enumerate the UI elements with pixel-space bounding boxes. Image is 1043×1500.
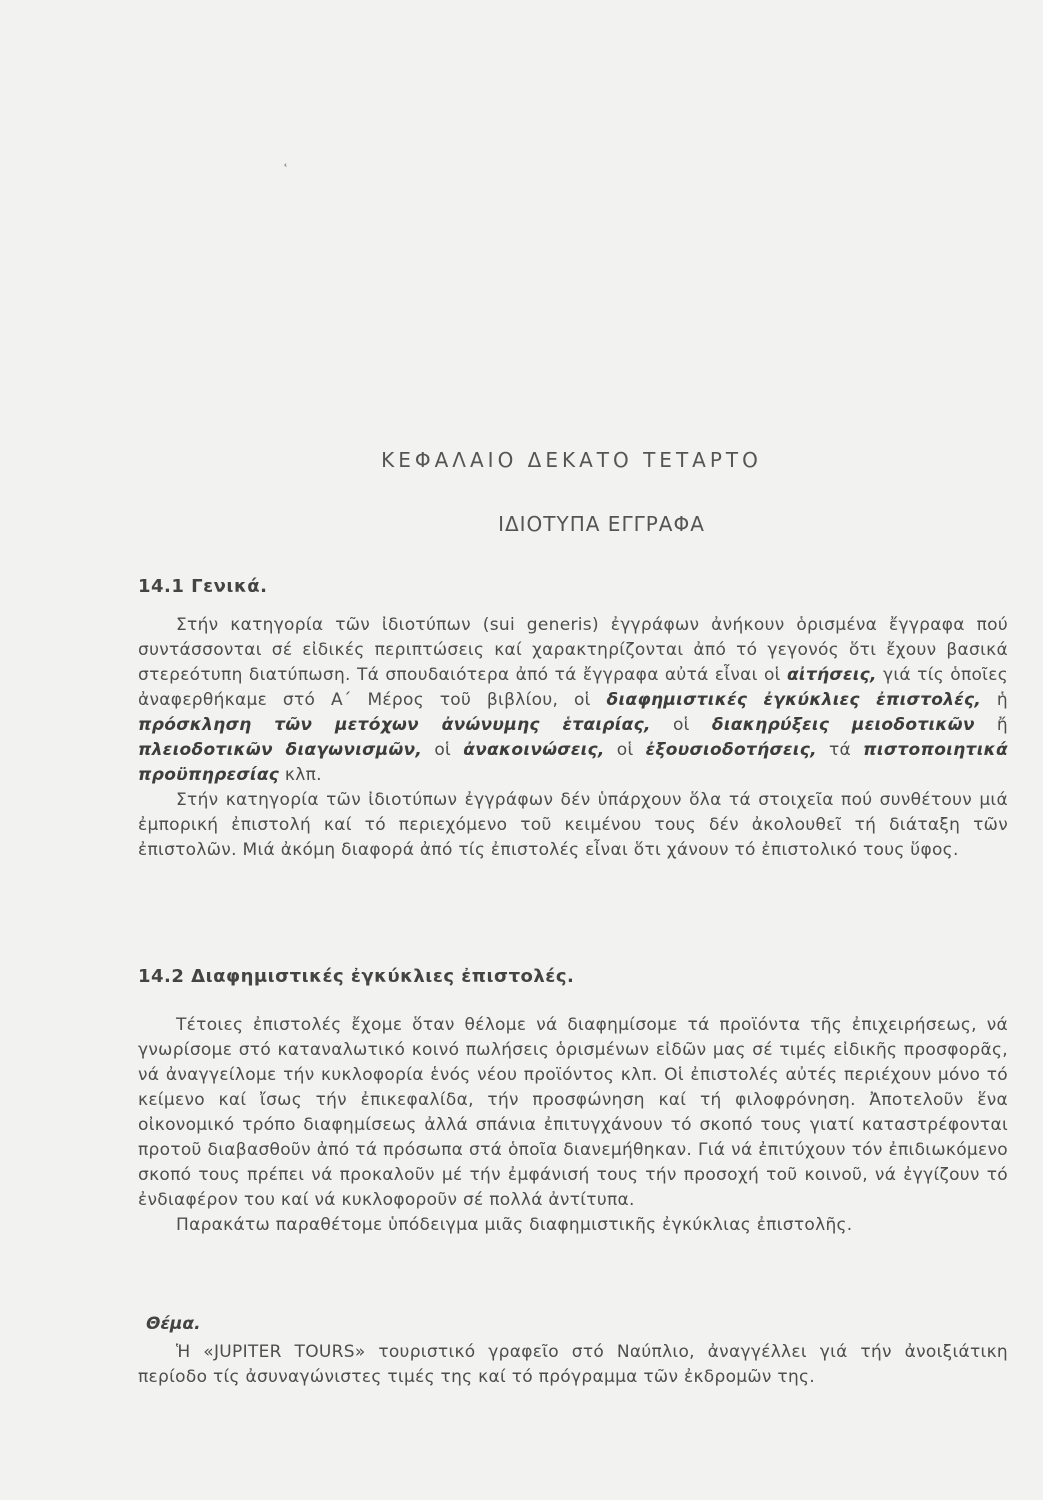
text-run: τά: [816, 740, 864, 760]
theme-label: Θέμα.: [146, 1314, 201, 1334]
paragraph: Παρακάτω παραθέτομε ὑπόδειγμα μιᾶς διαφημιστικῆς ἐγκύκλιας ἐπιστολῆς.: [176, 1215, 853, 1235]
text-run: ἤ: [974, 715, 1009, 735]
theme-body: [138, 1340, 1008, 1390]
section-heading-14-2: 14.2 Διαφημιστικές ἐγκύκλιες ἐπιστολές.: [138, 966, 575, 987]
chapter-title: ΙΔΙΟΤΥΠΑ ΕΓΓΡΑΦΑ: [498, 512, 705, 536]
emphasis-term: διακηρύξεις μειοδοτικῶν: [711, 715, 975, 735]
emphasis-term: πιστοποιητικά προϋπηρεσίας: [138, 740, 1008, 785]
paragraph: [138, 613, 1008, 788]
text-run: Στήν κατηγορία τῶν ἰδιοτύπων (sui generis) ἐγγράφων ἀνήκουν ὁρισμένα ἔγγραφα πού συντάσσονται σέ εἰδικές περιπτώσεις καί χαρακτηρίζονται ἀπό τό γεγονός ὅτι ἔχουν βασικά στερεότυπη διατύπωση. Τά σπουδαιότερα ἀπό τά ἔγγραφα αὐτά εἶναι οἱ: [138, 615, 1008, 685]
text-run: οἱ: [422, 740, 464, 760]
chapter-heading: ΚΕΦΑΛΑΙΟ ΔΕΚΑΤΟ ΤΕΤΑΡΤΟ: [381, 448, 762, 472]
emphasis-term: ἀνακοινώσεις,: [463, 740, 605, 760]
section-heading-14-1: 14.1 Γενικά.: [138, 576, 268, 597]
emphasis-term: αἰτήσεις,: [786, 665, 877, 685]
text-run: γιά τίς ὁποῖες ἀναφερθήκαμε στό Α΄ Μέρος τοῦ βιβλίου, οἱ: [138, 665, 1009, 710]
text-run: οἱ: [604, 740, 646, 760]
emphasis-term: ἐξουσιοδοτήσεις,: [645, 740, 817, 760]
text-run: οἱ: [650, 715, 712, 735]
paragraph: Τέτοιες ἐπιστολές ἔχομε ὅταν θέλομε νά διαφημίσομε τά προϊόντα τῆς ἐπιχειρήσεως, νά γνωρίσομε στό καταναλωτικό κοινό πωλήσεις ὁρισμένων εἰδῶν μας σέ τιμές εἰδικῆς προσφορᾶς, νά ἀναγγείλομε τήν κυκλοφορία ἑνός νέου προϊόντος κλπ. Οἱ ἐπιστολές αὐτές περιέχουν μόνο τό κείμενο καί ἴσως τήν ἐπικεφαλίδα, τήν προσφώνηση καί τή φιλοφρόνηση. Ἀποτελοῦν ἕνα οἰκονομικό τρόπο διαφημίσεως ἀλλά σπάνια ἐπιτυγχάνουν τό σκοπό τους γιατί καταστρέφονται προτοῦ διαβασθοῦν ἀπό τά πρόσωπα στά ὁποῖα διανεμήθηκαν. Γιά νά ἐπιτύχουν τόν ἐπιδιωκόμενο σκοπό τους πρέπει νά προκαλοῦν μέ τήν ἐμφάνισή τους τήν προσοχή τοῦ κοινοῦ, νά ἐγγίζουν τό ἐνδιαφέρον του καί νά κυκλοφοροῦν σέ πολλά ἀντίτυπα.: [138, 1015, 1008, 1210]
section-body-14-1: [138, 613, 1008, 863]
section-body-14-2: [138, 1013, 1008, 1238]
text-run: ἡ: [981, 690, 1008, 710]
emphasis-term: πρόσκληση τῶν μετόχων ἀνώνυμης ἑταιρίας,: [138, 715, 651, 735]
emphasis-term: διαφημιστικές ἐγκύκλιες ἐπιστολές,: [606, 690, 982, 710]
text-run: κλπ.: [279, 765, 322, 785]
paragraph: Ἡ «JUPITER TOURS» τουριστικό γραφεῖο στό Ναύπλιο, ἀναγγέλλει γιά τήν ἀνοιξιάτικη περίοδο τίς ἀσυναγώνιστες τιμές της καί τό πρόγραμμα τῶν ἐκδρομῶν της.: [138, 1342, 1008, 1387]
emphasis-term: πλειοδοτικῶν διαγωνισμῶν,: [138, 740, 423, 760]
paragraph: Στήν κατηγορία τῶν ἰδιοτύπων ἐγγράφων δέν ὑπάρχουν ὅλα τά στοιχεῖα πού συνθέτουν μιά ἐμπορική ἐπιστολή καί τό περιεχόμενο τοῦ κειμένου τους δέν ἀκολουθεῖ τή διάταξη τῶν ἐπιστολῶν. Μιά ἀκόμη διαφορά ἀπό τίς ἐπιστολές εἶναι ὅτι χάνουν τό ἐπιστολικό τους ὕφος.: [138, 790, 1008, 860]
stray-mark: ˛: [281, 151, 294, 169]
